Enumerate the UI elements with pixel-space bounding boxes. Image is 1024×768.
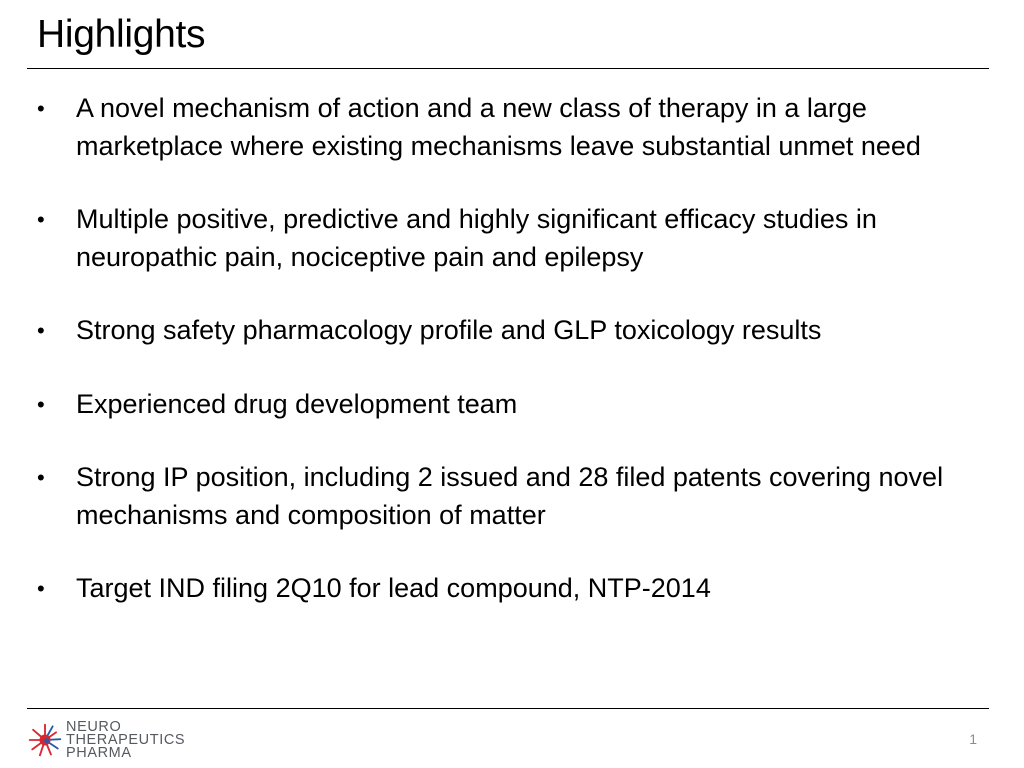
bullet-dot: • [37, 391, 45, 417]
footer-divider [27, 708, 989, 709]
bullet-text: Target IND filing 2Q10 for lead compound, NTP-2014 [76, 573, 711, 603]
bullet-text: Strong IP position, including 2 issued and 28 filed patents covering novel mechanisms and composition of matter [76, 462, 944, 530]
bullet-text: Experienced drug development team [76, 388, 518, 419]
company-logo [28, 718, 185, 762]
bullet-dot: • [37, 576, 45, 601]
bullet-text: Multiple positive, predictive and highly significant efficacy studies in neuropathic pain, nociceptive pain and epilepsy [76, 204, 877, 272]
bullet-list [0, 90, 1000, 644]
logo-line: PHARMA [66, 744, 132, 761]
bullet-item [0, 386, 1000, 424]
logo-line: THERAPEUTICS [66, 731, 186, 748]
slide-title: Highlights [37, 13, 206, 56]
bullet-dot: • [37, 465, 45, 490]
logo-line: NEURO [66, 718, 122, 735]
bullet-dot: • [37, 207, 45, 232]
bullet-item [0, 201, 1000, 276]
page-number: 1 [969, 731, 977, 747]
bullet-dot: • [37, 318, 45, 343]
bullet-text: A novel mechanism of action and a new class of therapy in a large marketplace where existing mechanisms leave substantial unmet need [76, 93, 921, 161]
title-divider [27, 68, 989, 69]
bullet-item [0, 312, 1000, 350]
logo-wordmark [66, 718, 186, 761]
bullet-dot: • [37, 96, 45, 121]
neuron-starburst-icon [28, 723, 62, 757]
bullet-item [0, 90, 1000, 165]
bullet-item [0, 459, 1000, 534]
bullet-item [0, 570, 1000, 608]
bullet-text: Strong safety pharmacology profile and GLP toxicology results [76, 315, 822, 345]
